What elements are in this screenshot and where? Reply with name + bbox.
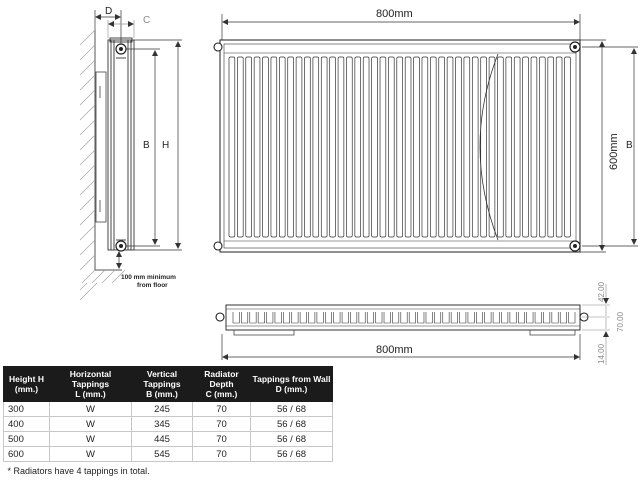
- front-tapping-top-left: [214, 43, 222, 51]
- top-fin: [367, 312, 373, 323]
- convector-fin: [296, 57, 302, 237]
- top-fin: [392, 312, 398, 323]
- top-fin: [493, 312, 499, 323]
- label-d: D: [105, 6, 112, 17]
- convector-fin: [254, 57, 260, 237]
- cell-height: 500: [4, 432, 50, 447]
- top-fin: [451, 312, 457, 323]
- cell-height: 600: [4, 447, 50, 462]
- convector-fin: [539, 57, 545, 237]
- top-fin: [250, 312, 256, 323]
- height-dimension: [580, 40, 606, 252]
- convector-fin: [430, 57, 436, 237]
- cell-height: 400: [4, 417, 50, 432]
- table-row: [4, 432, 333, 447]
- cell-height: 300: [4, 402, 50, 417]
- top-fins: [233, 312, 575, 323]
- cell-depth: 70: [193, 417, 251, 432]
- convector-fin: [363, 57, 369, 237]
- cell-horizontal: W: [50, 417, 132, 432]
- top-fin: [359, 312, 365, 323]
- convector-fin: [531, 57, 537, 237]
- convector-fin: [523, 57, 529, 237]
- top-fin: [376, 312, 382, 323]
- top-fin: [241, 312, 247, 323]
- cell-vertical: 545: [132, 447, 193, 462]
- wall: [80, 30, 125, 300]
- convector-fin: [279, 57, 285, 237]
- convector-fin: [548, 57, 554, 237]
- convector-fin: [246, 57, 252, 237]
- dim-top-label: 42.00: [597, 281, 606, 302]
- top-fin: [342, 312, 348, 323]
- bracket: [96, 72, 106, 222]
- top-fin: [460, 312, 466, 323]
- top-fin: [552, 312, 558, 323]
- label-c: C: [143, 15, 150, 26]
- convector-fin: [422, 57, 428, 237]
- side-tapping-bottom: [116, 241, 126, 251]
- cell-vertical: 245: [132, 402, 193, 417]
- convector-fin: [439, 57, 445, 237]
- top-fin: [443, 312, 449, 323]
- cell-vertical: 445: [132, 432, 193, 447]
- cell-horizontal: W: [50, 402, 132, 417]
- top-fin: [325, 312, 331, 323]
- convector-fin: [397, 57, 403, 237]
- side-tapping-top: [116, 44, 126, 54]
- top-fin: [468, 312, 474, 323]
- front-b-label: B: [626, 140, 633, 151]
- top-fin: [409, 312, 415, 323]
- top-fin: [300, 312, 306, 323]
- convector-fin: [556, 57, 562, 237]
- radiator-side-profile: [108, 38, 134, 250]
- front-tapping-bottom-left: [214, 242, 222, 250]
- convector-fin: [330, 57, 336, 237]
- cell-wall: 56 / 68: [251, 402, 333, 417]
- convector-fins: [229, 57, 570, 237]
- top-fin: [510, 312, 516, 323]
- table-header-row: [4, 367, 333, 402]
- radiator-front-panel: [220, 40, 580, 252]
- convector-fin: [414, 57, 420, 237]
- convector-fin: [472, 57, 478, 237]
- cell-vertical: 345: [132, 417, 193, 432]
- top-fin: [233, 312, 239, 323]
- table-row: [4, 447, 333, 462]
- convector-fin: [338, 57, 344, 237]
- top-fin: [501, 312, 507, 323]
- convector-fin: [355, 57, 361, 237]
- top-fin: [283, 312, 289, 323]
- side-view: [80, 6, 182, 300]
- cell-depth: 70: [193, 447, 251, 462]
- top-fin: [401, 312, 407, 323]
- top-fin: [518, 312, 524, 323]
- front-view: [214, 8, 638, 252]
- table-note-row: [4, 462, 333, 480]
- convector-fin: [263, 57, 269, 237]
- cell-horizontal: W: [50, 432, 132, 447]
- top-fin: [569, 312, 575, 323]
- header-vertical-tappings: Vertical Tappings B (mm.): [132, 367, 193, 402]
- convector-fin: [565, 57, 571, 237]
- convector-fin: [464, 57, 470, 237]
- top-fin: [334, 312, 340, 323]
- convector-fin: [229, 57, 235, 237]
- top-fin: [275, 312, 281, 323]
- top-fin: [535, 312, 541, 323]
- front-width-label: 800mm: [376, 8, 413, 20]
- top-tapping-left: [216, 313, 224, 321]
- header-tappings-from-wall: Tappings from Wall D (mm.): [251, 367, 333, 402]
- top-fin: [426, 312, 432, 323]
- top-fin: [560, 312, 566, 323]
- convector-fin: [514, 57, 520, 237]
- cell-depth: 70: [193, 402, 251, 417]
- label-h: H: [162, 140, 169, 151]
- dim-bottom-label: 14.00: [597, 343, 606, 364]
- top-fin: [418, 312, 424, 323]
- cell-depth: 70: [193, 432, 251, 447]
- convector-fin: [372, 57, 378, 237]
- label-b: B: [143, 140, 150, 151]
- convector-fin: [305, 57, 311, 237]
- top-fin: [267, 312, 273, 323]
- floor-note-line1: 100 mm minimum: [121, 274, 176, 281]
- top-fin: [292, 312, 298, 323]
- cell-horizontal: W: [50, 447, 132, 462]
- convector-fin: [380, 57, 386, 237]
- convector-fin: [237, 57, 243, 237]
- top-fin: [317, 312, 323, 323]
- convector-fin: [405, 57, 411, 237]
- convector-fin: [489, 57, 495, 237]
- table-row: [4, 417, 333, 432]
- top-fin: [543, 312, 549, 323]
- convector-fin: [288, 57, 294, 237]
- top-fin: [384, 312, 390, 323]
- front-tapping-top-right: [570, 42, 580, 52]
- front-height-label: 600mm: [608, 133, 620, 170]
- dim-mid-label: 70.00: [616, 311, 625, 332]
- convector-fin: [506, 57, 512, 237]
- top-fin: [527, 312, 533, 323]
- top-width-label: 800mm: [376, 344, 413, 356]
- top-fin: [350, 312, 356, 323]
- front-tapping-bottom-right: [570, 241, 580, 251]
- header-radiator-depth: Radiator Depth C (mm.): [193, 367, 251, 402]
- top-fin: [476, 312, 482, 323]
- convector-fin: [271, 57, 277, 237]
- convector-fin: [447, 57, 453, 237]
- convector-fin: [497, 57, 503, 237]
- table-note: * Radiators have 4 tappings in total.: [4, 462, 333, 480]
- table-row: [4, 402, 333, 417]
- convector-fin: [456, 57, 462, 237]
- cell-wall: 56 / 68: [251, 432, 333, 447]
- header-height: Height H (mm.): [4, 367, 50, 402]
- top-fin: [485, 312, 491, 323]
- dimension-h: [134, 40, 182, 250]
- top-fin: [258, 312, 264, 323]
- convector-fin: [321, 57, 327, 237]
- cell-wall: 56 / 68: [251, 417, 333, 432]
- top-fin: [434, 312, 440, 323]
- convector-fin: [481, 57, 487, 237]
- specifications-table: [3, 366, 333, 480]
- top-view: [216, 281, 625, 365]
- cell-wall: 56 / 68: [251, 447, 333, 462]
- floor-note-line2: from floor: [137, 282, 168, 289]
- convector-fin: [346, 57, 352, 237]
- convector-fin: [388, 57, 394, 237]
- convector-fin: [313, 57, 319, 237]
- header-horizontal-tappings: Horizontal Tappings L (mm.): [50, 367, 132, 402]
- top-fin: [309, 312, 315, 323]
